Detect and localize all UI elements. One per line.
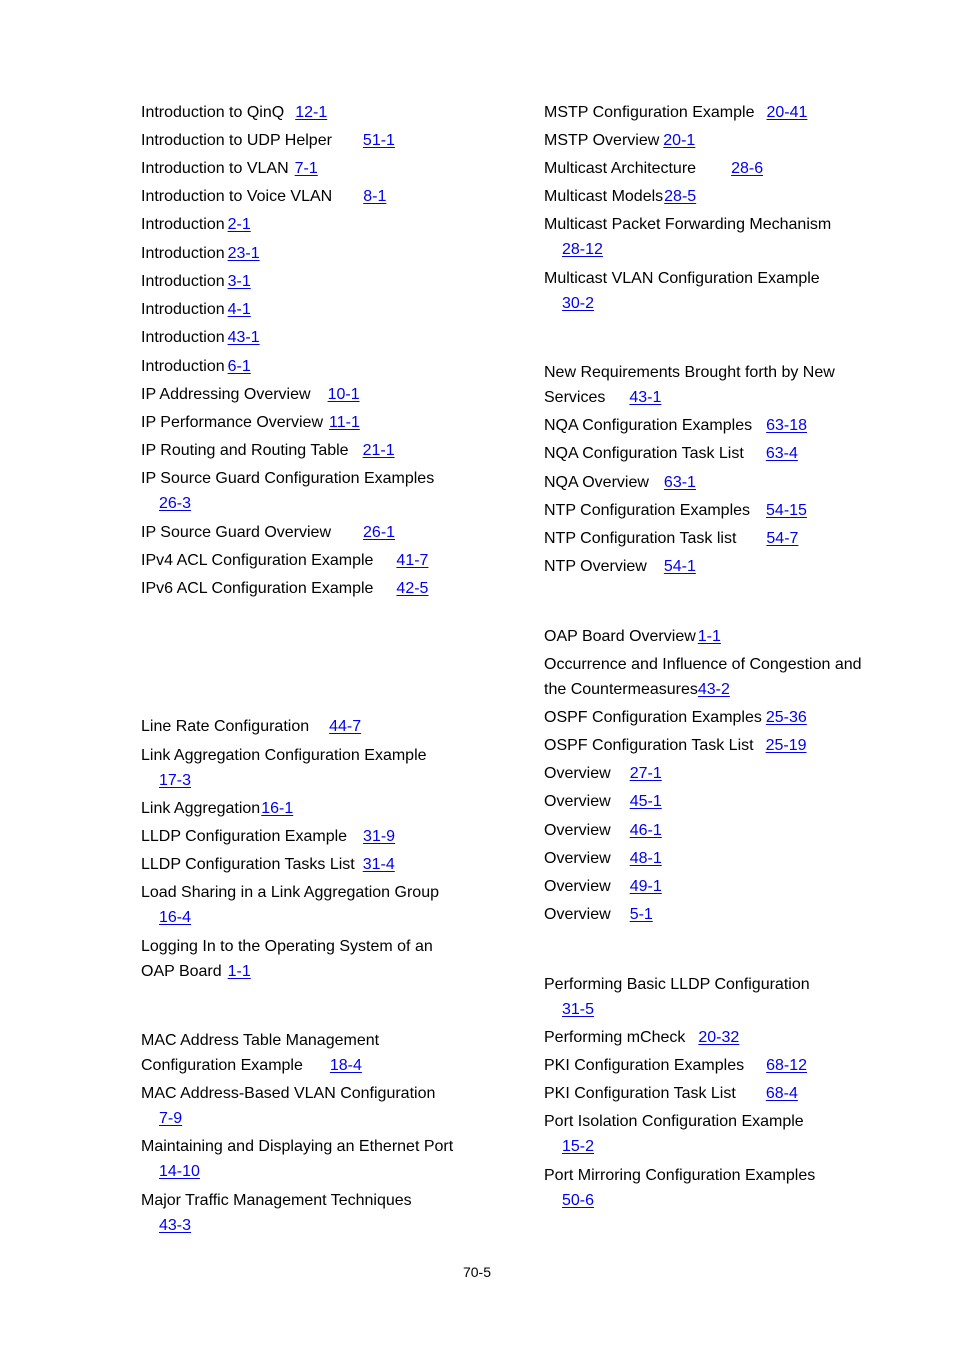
index-entry [544,554,696,579]
page-link[interactable]: 23-1 [227,245,260,262]
entry-label: IPv4 ACL Configuration Example [141,552,374,569]
entry-label-continued: Configuration Example [141,1057,303,1074]
entry-label: Introduction [141,273,225,290]
page-link[interactable]: 42-5 [396,580,429,597]
entry-label: Multicast Architecture [544,160,697,177]
entry-label: Introduction to QinQ [141,104,285,121]
index-entry [141,241,260,266]
page-link[interactable]: 43-2 [697,681,730,698]
index-entry [141,1028,379,1078]
entry-label: Occurrence and Influence of Congestion and [544,656,862,673]
entry-label: MAC Address Table Management [141,1032,380,1049]
page-link[interactable]: 51-1 [362,132,395,149]
page-link[interactable]: 21-1 [362,442,395,459]
page-link[interactable]: 63-1 [663,474,696,491]
index-entry [141,100,327,125]
page-link[interactable]: 44-7 [329,718,362,735]
entry-label: Line Rate Configuration [141,718,310,735]
entry-label: Introduction [141,358,225,375]
index-entry [141,824,395,849]
page-link[interactable]: 18-4 [329,1057,362,1074]
page-link[interactable]: 16-4 [159,909,192,926]
page-link[interactable]: 31-5 [562,1001,595,1018]
entry-label: NTP Configuration Task list [544,530,737,547]
index-entry [544,498,807,523]
entry-label: Overview [544,850,611,867]
entry-label: IPv6 ACL Configuration Example [141,580,374,597]
index-entry [544,1081,798,1106]
index-entry [544,360,835,410]
index-entry [544,846,662,871]
index-entry [544,818,662,843]
page-link[interactable]: 16-1 [261,800,294,817]
page-link[interactable]: 26-1 [363,524,396,541]
page-link[interactable]: 1-1 [227,963,251,980]
entry-label: IP Performance Overview [141,414,323,431]
entry-label: IP Addressing Overview [141,386,311,403]
index-entry [544,902,653,927]
index-entry [141,466,434,516]
entry-label: Introduction to UDP Helper [141,132,332,149]
page-link[interactable]: 7-9 [159,1110,183,1127]
entry-label: Introduction to Voice VLAN [141,188,333,205]
index-entry [544,1109,804,1159]
page-link[interactable]: 26-3 [159,495,192,512]
page-link[interactable]: 1-1 [697,628,721,645]
page-link[interactable]: 54-1 [663,558,696,575]
page-link[interactable]: 14-10 [159,1163,200,1180]
index-entry [544,705,807,730]
page-link[interactable]: 43-1 [629,389,662,406]
entry-label: Overview [544,765,611,782]
entry-label: MAC Address-Based VLAN Configuration [141,1085,436,1102]
entry-label: Link Aggregation [141,800,261,817]
entry-label: PKI Configuration Examples [544,1057,745,1074]
index-entry [141,1081,435,1131]
page-link[interactable]: 45-1 [629,793,662,810]
entry-label: Introduction [141,301,225,318]
page-link[interactable]: 12-1 [295,104,328,121]
entry-label: MSTP Configuration Example [544,104,755,121]
entry-label: Performing Basic LLDP Configuration [544,976,810,993]
entry-label: NTP Configuration Examples [544,502,751,519]
index-entry [141,880,439,930]
index-entry [141,354,251,379]
page-link[interactable]: 48-1 [629,850,662,867]
index-entry [141,548,428,573]
index-entry [544,526,798,551]
entry-label: Multicast Packet Forwarding Mechanism [544,216,832,233]
index-entry [141,1188,412,1238]
entry-label: NQA Overview [544,474,649,491]
page-link[interactable]: 68-12 [766,1057,808,1074]
index-entry [544,413,807,438]
entry-label: Logging In to the Operating System of an [141,938,433,955]
index-entry [141,852,395,877]
page-link[interactable]: 28-12 [562,241,603,258]
index-entry [141,796,293,821]
index-entry [544,1163,815,1213]
index-entry [544,1053,807,1078]
page-number: 70-5 [462,1264,492,1280]
entry-label: Overview [544,878,611,895]
entry-label: Major Traffic Management Techniques [141,1192,412,1209]
entry-label: Maintaining and Displaying an Ethernet Port [141,1138,454,1155]
page-link[interactable]: 6-1 [227,358,251,375]
entry-label-continued: the Countermeasures [544,681,698,698]
page-link[interactable]: 20-1 [663,132,696,149]
entry-label: Multicast VLAN Configuration Example [544,270,820,287]
page-link[interactable]: 2-1 [227,216,251,233]
entry-label: PKI Configuration Task List [544,1085,736,1102]
index-entry [141,156,318,181]
entry-label: MSTP Overview [544,132,660,149]
entry-label-continued: OAP Board [141,963,222,980]
entry-label: OSPF Configuration Task List [544,737,754,754]
page-link[interactable]: 50-6 [562,1192,595,1209]
page-link[interactable]: 30-2 [562,295,595,312]
page-link[interactable]: 10-1 [327,386,360,403]
index-entry [141,184,386,209]
page-link[interactable]: 54-7 [766,530,799,547]
page-link[interactable]: 3-1 [227,273,251,290]
entry-label: Overview [544,822,611,839]
index-entry [544,972,810,1022]
index-entry [544,761,662,786]
index-entry [544,470,696,495]
index-entry [544,184,696,209]
entry-label: Multicast Models [544,188,664,205]
entry-label: LLDP Configuration Tasks List [141,856,355,873]
index-entry [544,874,662,899]
page-link[interactable]: 28-6 [731,160,764,177]
page-link[interactable]: 54-15 [766,502,807,519]
index-entry [141,382,360,407]
index-entry [544,1025,739,1050]
entry-label: Overview [544,906,611,923]
entry-label: IP Routing and Routing Table [141,442,349,459]
index-entry [544,266,820,316]
index-entry [141,1134,453,1184]
entry-label: Introduction [141,245,225,262]
page-link[interactable]: 46-1 [629,822,662,839]
page-link[interactable]: 7-1 [294,160,318,177]
page-link[interactable]: 43-1 [227,329,260,346]
page-link[interactable]: 63-18 [766,417,808,434]
entry-label: NTP Overview [544,558,647,575]
index-entry [544,733,807,758]
page-link[interactable]: 43-3 [159,1217,192,1234]
entry-label-continued: Services [544,389,606,406]
index-entry [544,212,831,262]
index-entry [141,743,427,793]
index-entry [544,100,807,125]
entry-label: Introduction to VLAN [141,160,289,177]
index-entry [141,520,395,545]
entry-label: IP Source Guard Configuration Examples [141,470,435,487]
index-entry [141,576,428,601]
entry-label: OAP Board Overview [544,628,696,645]
page-link[interactable]: 5-1 [629,906,653,923]
page-link[interactable]: 49-1 [629,878,662,895]
page-link[interactable]: 17-3 [159,772,192,789]
page-link[interactable]: 15-2 [562,1138,595,1155]
page-link[interactable]: 11-1 [329,414,360,431]
entry-label: NQA Configuration Examples [544,417,753,434]
index-entry [141,212,251,237]
page-link[interactable]: 4-1 [227,301,251,318]
index-entry [141,325,260,350]
entry-label: LLDP Configuration Example [141,828,348,845]
index-entry [141,934,433,984]
index-entry [141,269,251,294]
entry-label: Introduction [141,216,225,233]
index-entry [544,652,862,702]
entry-label: New Requirements Brought forth by New [544,364,835,381]
entry-label: Overview [544,793,611,810]
index-entry [141,410,360,435]
index-entry [141,128,395,153]
entry-label: Link Aggregation Configuration Example [141,747,427,764]
page-link[interactable]: 25-36 [765,709,807,726]
entry-label: NQA Configuration Task List [544,445,744,462]
entry-label: Port Isolation Configuration Example [544,1113,804,1130]
page-link[interactable]: 31-4 [362,856,395,873]
entry-label: Load Sharing in a Link Aggregation Group [141,884,439,901]
page-link[interactable]: 25-19 [765,737,807,754]
index-entry [544,441,798,466]
page-link[interactable]: 8-1 [363,188,387,205]
page-link[interactable]: 28-5 [664,188,697,205]
entry-label: Performing mCheck [544,1029,686,1046]
index-entry [141,438,395,463]
index-entry [141,297,251,322]
index-entry [544,128,695,153]
page-link[interactable]: 20-41 [766,104,808,121]
page-link[interactable]: 68-4 [765,1085,798,1102]
page-link[interactable]: 20-32 [698,1029,740,1046]
entry-label: IP Source Guard Overview [141,524,332,541]
index-entry [141,714,361,739]
index-entry [544,156,763,181]
entry-label: Introduction [141,329,225,346]
index-entry [544,789,662,814]
entry-label: OSPF Configuration Examples [544,709,762,726]
page-link[interactable]: 41-7 [396,552,429,569]
page-link[interactable]: 31-9 [363,828,396,845]
entry-label: Port Mirroring Configuration Examples [544,1167,816,1184]
page-link[interactable]: 27-1 [629,765,662,782]
page-link[interactable]: 63-4 [765,445,798,462]
index-entry [544,624,721,649]
